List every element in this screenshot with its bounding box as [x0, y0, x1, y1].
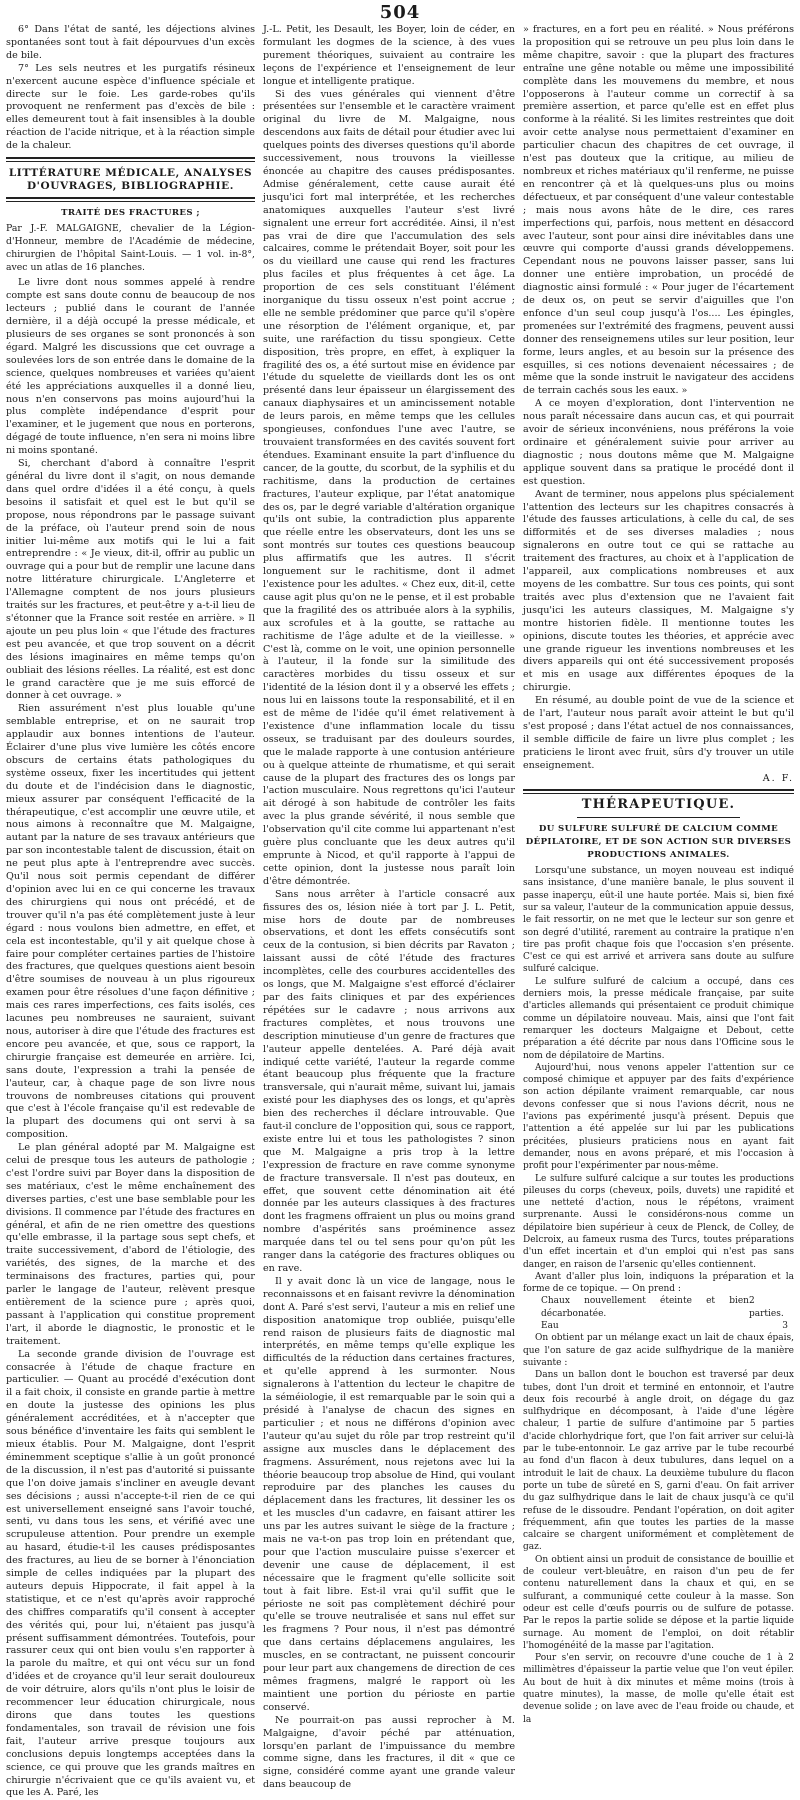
formula-quantity: 3	[782, 1321, 788, 1332]
formula-ingredient: Chaux nouvellement éteinte et bien décarbonatée.	[541, 1296, 749, 1319]
paragraph: Le livre dont nous sommes appelé à rendre compte est sans doute connu de beaucoup de nos lecteurs ; publié dans le courant de l'année dernière, il a déjà occupé la presse médicale, et plusieurs de ses organes se sont prononcés à son égard. Malgré les discussions que cet ouvrage a soulevées lors de son entrée dans le domaine de la science, quelques nombreuses et variées qu'aient été les appréciations auxquelles il a donné lieu, nous n'en conservons pas moins aujourd'hui la plus complète indépendance d'esprit pour l'examiner, et le jugement que nous en porterons, dégagé de toute influence, n'en sera ni moins libre ni moins spontané.	[6, 277, 255, 457]
section-rule-thin	[577, 817, 740, 818]
paragraph: La seconde grande division de l'ouvrage est consacrée à l'étude de chaque fracture en particulier. — Quant au procédé d'exécution dont il a fait choix, il consiste en grande partie à mettre en doute la justesse des opinions les plus généralement accréditées, et à n'accepter que sous bénéfice d'inventaire les faits qui semblent le mieux établis. Pour M. Malgaigne, dont l'esprit éminemment sceptique s'allie à un goût prononcé de la discussion, il n'est pas d'autorité si puissante que l'on doive jamais s'incliner en aveugle devant ses décisions ; aussi n'accepte-t-il rien de ce qui est universellement enseigné sans l'avoir touché, senti, vu dans tous les sens, et vérifié avec une scrupuleuse attention. Pour prendre un exemple au hasard, étudie-t-il les causes prédisposantes des fractures, au lieu de se borner à l'énonciation simple de celles indiquées par la plupart des auteurs depuis Hippocrate, il fait appel à la statistique, et ce n'est qu'après avoir rapproché des chiffres comparatifs qu'il consent à accepter des vérités qui, pour lui, n'étaient pas jusqu'à présent suffisamment démontrées. Toutefois, pour rassurer ceux qui ont bien voulu s'en rapporter à la parole du maître, et qui ont vécu sur un fond d'idées et de croyance qu'il leur serait douloureux de voir détruire, alors qu'ils n'ont plus le loisir de recommencer leur éducation chirurgicale, nous dirons que dans toutes les questions fondamentales, son travail de révision une fois fait, l'auteur arrive presque toujours aux conclusions depuis longtemps acceptées dans la science, ce qui prouve que les grands maîtres en chirurgie n'écrivaient que ce qu'ils avaient vu, et que les A. Paré, les	[6, 1348, 255, 1799]
paragraph: Avant de terminer, nous appelons plus spécialement l'attention des lecteurs sur les chapitres consacrés à l'étude des fausses articulations, à celle du cal, de ses difformités et de ses diverses maladies ; nous signalerons en outre tout ce qui se rattache au traitement des fractures, au choix et à l'application de l'appareil, aux complications nombreuses et aux moyens de les combattre. Sur tous ces points, qui sont traités avec plus d'extension que ne l'avaient fait jusqu'ici les auteurs classiques, M. Malgaigne s'y montre historien fidèle. Il mentionne toutes les opinions, discute toutes les théories, et apprécie avec une grande rigueur les inventions nombreuses et les divers appareils qui ont été successivement proposés et mis en usage aux différentes époques de la chirurgie.	[523, 488, 794, 694]
paragraph: Rien assurément n'est plus louable qu'une semblable entreprise, et on ne saurait trop applaudir aux bonnes intentions de l'auteur. Éclairer d'une plus vive lumière les côtés encore obscurs de certains états pathologiques du système osseux, fixer les incertitudes qui jettent du doute et de l'indécision dans le diagnostic, mieux assurer par conséquent l'efficacité de la thérapeutique, c'est accomplir une œuvre utile, et nous aimons à reconnaître que M. Malgaigne, autant par la nature de ses travaux antérieurs que par son incontestable talent de discussion, était on ne peut plus apte à l'entreprendre avec succès. Qu'il nous soit permis cependant de différer d'opinion avec lui en ce qui concerne les travaux des chirurgiens qui nous ont précédé, et de trouver qu'il n'a pas été complètement juste à leur égard : nous voulons bien admettre, en effet, et cela est incontestable, qu'il y ait quelque chose à faire pour compléter certaines parties de l'histoire des fractures, que quelques questions aient besoin d'être soumises de nouveau à un plus rigoureux examen pour être résolues d'une façon définitive ; mais ces rares imperfections, ces faits isolés, ces lacunes peu nombreuses ne sauraient, suivant nous, autoriser à dire que l'étude des fractures est encore peu avancée, et que, sous ce rapport, la chirurgie française est demeurée en arrière. Ici, sans doute, l'expression a trahi la pensée de l'auteur, car, à chaque page de son livre nous trouvons de nombreuses citations qui prouvent que c'est à l'école française qu'il est redevable de la plupart des documens qui ont servi à sa composition.	[6, 703, 255, 1141]
article-title: DU SULFURE SULFURÉ DE CALCIUM COMME DÉPILATOIRE, ET DE SON ACTION SUR DIVERSES PRODUCTIONS ANIMALES.	[525, 824, 792, 861]
page-number: 504	[379, 2, 421, 23]
article-signature: A. F.	[762, 772, 794, 784]
paragraph: » fractures, en a fort peu en réalité. » Nous préférons la proposition qui se retrouve un peu plus loin dans le même chapitre, savoir : que la plupart des fractures entraîne une gêne notable ou même une impossibilité complète dans les mouvemens du membre, et nous l'opposerons à l'auteur comme un correctif à sa première assertion, et parce qu'elle est en effet plus conforme à la réalité. Si les limites restreintes que doit avoir cette analyse nous permettaient d'examiner en particulier chacun des chapitres de cet ouvrage, il n'est pas douteux que la critique, au milieu de nombreux et riches matériaux qu'il renferme, ne puisse en rencontrer çà et là quelques-uns plus ou moins défectueux, et par conséquent d'une valeur contestable ; mais nous avons hâte de le dire, ces rares imperfections qui, parfois, nous mettent en désaccord avec l'auteur, sont pour ainsi dire inévitables dans une œuvre qui comporte d'aussi grands développemens. Cependant nous ne pouvons laisser passer, sans lui donner une entière improbation, un procédé de diagnostic ainsi formulé : « Pour juger de l'écartement de deux os, on peut se servir d'aiguilles que l'on enfonce d'un seul coup jusqu'à l'os.... Les épingles, promenées sur l'extrémité des fragmens, peuvent aussi donner des renseignemens utiles sur leur position, leur forme, leurs angles, et au besoin sur la présence des esquilles, si ces notions devenaient nécessaires ; de même que la sonde instruit le navigateur des accidens de terrain cachés sous les eaux. »	[523, 24, 794, 397]
column-middle	[263, 24, 515, 1791]
paragraph: On obtient par un mélange exact un lait de chaux épais, que l'on sature de gaz acide sulfhydrique de la manière suivante :	[523, 1333, 794, 1368]
formula-row	[523, 1295, 794, 1320]
section-heading-therapeutique: THÉRAPEUTIQUE.	[581, 797, 736, 813]
paragraph: En résumé, au double point de vue de la science et de l'art, l'auteur nous paraît avoir atteint le but qu'il s'est proposé ; dans l'état actuel de nos connaissances, il semble difficile de faire un livre plus complet ; les praticiens le liront avec fruit, sûrs d'y trouver un utile enseignement.	[523, 695, 794, 771]
paragraph: 6° Dans l'état de santé, les déjections alvines spontanées sont tout à fait dépourvues d'un excès de bile.	[6, 24, 255, 61]
paragraph: Ne pourrait-on pas aussi reprocher à M. Malgaigne, d'avoir péché par atténuation, lorsqu'en parlant de l'impuissance du membre comme signe, dans les fractures, il dit « que ce signe, considéré comme ayant une grande valeur dans beaucoup de	[263, 1714, 515, 1791]
paragraph: On obtient ainsi un produit de consistance de bouillie et de couleur vert-bleuâtre, en raison d'un peu de fer contenu naturellement dans la chaux et qui, en se sulfurant, a communiqué cette couleur à la masse. Son odeur est celle d'œufs pourris ou de sulfure de potasse. Par le repos la partie solide se dépose et la partie liquide surnage. Au moment de l'emploi, on doit rétablir l'homogénéité de la masse par l'agitation.	[523, 1554, 794, 1651]
paragraph: A ce moyen d'exploration, dont l'intervention ne nous paraît nécessaire dans aucun cas, et qui pourrait avoir de sérieux inconvéniens, nous préférons la voie ordinaire et généralement suivie pour arriver au diagnostic ; nous doutons même que M. Malgaigne applique souvent dans sa pratique le procédé dont il est question.	[523, 398, 794, 487]
paragraph: Aujourd'hui, nous venons appeler l'attention sur ce composé chimique et appuyer par des faits d'expérience son action dépilante vraiment remarquable, car nous devons confesser que si nous l'avions décrit, nous ne l'avions pas expérimenté jusqu'à présent. Depuis que l'attention a été appelée sur lui par les publications précitées, plusieurs praticiens nous en ayant fait demander, nous en avons préparé, et mis l'occasion à profit pour l'expérimenter par nous-même.	[523, 1062, 794, 1172]
section-rule	[6, 157, 255, 162]
section-heading-litterature: LITTÉRATURE MÉDICALE, ANALYSES D'OUVRAGES, BIBLIOGRAPHIE.	[8, 167, 253, 192]
article-title: TRAITÉ DES FRACTURES ;	[61, 207, 200, 218]
paragraph: Avant d'aller plus loin, indiquons la préparation et la forme de ce topique. — On prend :	[523, 1271, 794, 1295]
section-rule	[523, 789, 794, 794]
formula-row	[523, 1320, 794, 1332]
article-byline: Par J.-F. MALGAIGNE, chevalier de la Légion-d'Honneur, membre de l'Académie de médecine, chirurgien de l'hôpital Saint-Louis. — 1 vol. in-8°, avec un atlas de 16 planches.	[6, 222, 255, 273]
paragraph: 7° Les sels neutres et les purgatifs résineux n'exercent aucune espèce d'influence spéciale et directe sur le foie. Les garde-robes qu'ils provoquent ne renferment pas d'excès de bile : elles demeurent tout à fait insensibles à la double réaction de l'acide nitrique, et à la réaction simple de la chaleur.	[6, 62, 255, 152]
paragraph: Le sulfure sulfuré de calcium a occupé, dans ces derniers mois, la presse médicale française, par suite d'articles allemands qui présentaient ce produit chimique comme un dépilatoire nouveau. Mais, ainsi que l'ont fait remarquer les docteurs Malgaigne et Debout, cette préparation a été décrite par nous dans l'Officine sous le nom de dépilatoire de Martins.	[523, 976, 794, 1061]
paragraph: Si, cherchant d'abord à connaître l'esprit général du livre dont il s'agit, on nous demande dans quel ordre d'idées il a été conçu, à quels besoins il satisfait et quel est le but qu'il se propose, nous répondrons par le passage suivant de la préface, où l'auteur prend soin de nous initier lui-même aux motifs qui le lui a fait entreprendre : « Je vieux, dit-il, offrir au public un ouvrage qui a pour but de remplir une lacune dans notre littérature chirurgicale. L'Angleterre et l'Allemagne comptent de nos jours plusieurs traités sur les fractures, et peut-être y a-t-il lieu de s'étonner que la France soit restée en arrière. » Il ajoute un peu plus loin « que l'étude des fractures est peu avancée, et que trop souvent on a décrit des lésions imaginaires en même temps qu'on oubliait des lésions réelles. La réalité, est est donc le grand caractère que je me suis efforcé de donner à cet ouvrage. »	[6, 458, 255, 702]
therapy-article	[523, 865, 794, 1726]
paragraph: Le plan général adopté par M. Malgaigne est celui de presque tous les auteurs de pathologie ; c'est l'ordre suivi par Boyer dans la disposition de ses matériaux, c'est le même enchaînement des diverses parties, c'est une base semblable pour les divisions. Il commence par l'étude des fractures en général, et afin de ne rien omettre des questions qu'elle embrasse, il la partage sous sept chefs, et traite successivement, d'abord de l'étiologie, des variétés, des signes, de la marche et des terminaisons des fractures, parties qui, pour parler le langage de l'auteur, relèvent presque entièrement de la science pure ; après quoi, passant à l'application qui constitue proprement l'art, il aborde le diagnostic, le pronostic et le traitement.	[6, 1142, 255, 1347]
column-left	[6, 24, 255, 1799]
formula-ingredient: Eau	[541, 1321, 559, 1332]
paragraph: Pour s'en servir, on recouvre d'une couche de 1 à 2 millimètres d'épaisseur la partie velue que l'on veut épiler. Au bout de huit à dix minutes et même moins (trois à quatre minutes), la masse, de molle qu'elle était est devenue solide ; on lave avec de l'eau froide ou chaude, et la	[523, 1653, 794, 1725]
paragraph: J.-L. Petit, les Desault, les Boyer, loin de céder, en formulant les dogmes de la science, à des vues purement théoriques, suivaient au contraire les leçons de l'expérience et l'enseignement de leur longue et intelligente pratique.	[263, 24, 515, 87]
column-right	[523, 24, 794, 1725]
paragraph: Le sulfure sulfuré calcique a sur toutes les productions pileuses du corps (cheveux, poils, duvets) une rapidité et une netteté d'action, nous le répétons, vraiment surprenante. Aussi le considérons-nous comme un dépilatoire bien supérieur à ceux de Plenck, de Colley, de Delcroix, au fameux rusma des Turcs, toutes préparations d'un effet incertain et d'un emploi qui n'est pas sans danger, en raison de l'arsenic qu'elles contiennent.	[523, 1173, 794, 1270]
formula-quantity: 2 parties.	[748, 1296, 784, 1319]
section-rule	[6, 197, 255, 202]
paragraph: Sans nous arrêter à l'article consacré aux fissures des os, lésion niée à tort par J. L. Petit, mise hors de doute par de nombreuses observations, et dont les effets consécutifs sont ceux de la contusion, si bien décrits par Ravaton ; laissant aussi de côté l'étude des fractures incomplètes, celle des courbures accidentelles des os longs, que M. Malgaigne s'est efforcé d'éclairer par des faits cliniques et par des expériences répétées sur le cadavre ; nous arrivons aux fractures complètes, et nous trouvons une description minutieuse d'un genre de fractures que l'auteur appelle dentelées. A. Paré déjà avait indiqué cette variété, l'auteur la regarde comme étant beaucoup plus fréquente que la fracture transversale, qui n'aurait même, suivant lui, jamais existé pour les diaphyses des os longs, et qu'après bien des recherches il déclare introuvable. Que faut-il conclure de l'opposition qui, sous ce rapport, existe entre lui et tous les pathologistes ? sinon que M. Malgaigne a pris trop à la lettre l'expression de fracture en rave comme synonyme de fracture transversale. Il n'est pas douteux, en effet, que souvent cette dénomination ait été donnée par les auteurs classiques à des fractures dont les fragmens offraient un plus ou moins grand nombre d'aspérités sans proéminence assez marquée dans tel ou tel sens pour qu'on pût les ranger dans la catégorie des fractures obliques ou en rave.	[263, 888, 515, 1274]
paragraph: Si des vues générales qui viennent d'être présentées sur l'ensemble et le caractère vraiment original du livre de M. Malgaigne, nous descendons aux faits de détail pour étudier avec lui quelques points des diverses questions qu'il aborde successivement, nous trouvons la vieillesse énoncée au chapitre des causes prédisposantes. Admise généralement, cette cause aurait été jusqu'ici fort mal interprétée, et les recherches anatomiques auxquelles l'auteur s'est livré signalent une erreur fort accréditée. Ainsi, il n'est pas vrai de dire que l'accumulation des sels calcaires, comme le prétendait Boyer, soit pour les os du vieillard une cause qui rend les fractures plus faciles et plus fréquentes à cet âge. La proportion de ces sels constituant l'élément inorganique du tissu osseux n'est point accrue ; elle ne semble prédominer que parce qu'il s'opère une résorption de l'élément organique, et, par suite, une raréfaction du tissu spongieux. Cette disposition, très propre, en effet, à expliquer la fragilité des os, a été surtout mise en évidence par l'étude du squelette de vieillards dont les os ont présenté dans leur épaisseur un élargissement des canaux diaphysaires et un amincissement notable de leurs parois, en même temps que les cellules spongieuses, confondues l'une avec l'autre, se trouvaient transformées en des cavités souvent fort étendues. Examinant ensuite la part d'influence du cancer, de la goutte, du scorbut, de la syphilis et du rachitisme, dans la production de certaines fractures, l'auteur explique, par l'état anatomique des os, par le degré variable d'altération organique qu'ils ont subie, la contradiction plus apparente que réelle entre les observateurs, dont les uns se sont montrés sur toutes ces questions beaucoup plus affirmatifs que les autres. Il s'écrit longuement sur le rachitisme, dont il admet l'existence pour les adultes. « Chez eux, dit-il, cette cause agit plus qu'on ne le pense, et il est probable que la fragilité des os attribuée alors à la syphilis, aux scrofules et à la goutte, se rattache au rachitisme de l'âge adulte et de la vieillesse. » C'est là, comme on le voit, une opinion personnelle à l'auteur, il la fonde sur la similitude des caractères morbides du tissu osseux et sur l'identité de la lésion dont il y a observé les effets ; nous lui en laissons toute la responsabilité, et il en est de même de l'idée qu'il émet relativement à l'existence d'une inflammation locale du tissu osseux, se traduisant par des douleurs sourdes, que le malade rapporte à une contusion antérieure ou à quelque atteinte de rhumatisme, et qui serait cause de la plupart des fractures des os longs par l'action musculaire. Nous regrettons qu'ici l'auteur ait dérogé à son habitude de contrôler les faits avec la plus grande sévérité, il nous semble que l'observation qu'il cite comme lui appartenant n'est guère plus concluante que les deux autres qu'il emprunte à Nicod, et qu'il rapporte à l'appui de cette opinion, dont la justesse nous paraît loin d'être démontrée.	[263, 88, 515, 887]
paragraph: Il y avait donc là un vice de langage, nous le reconnaissons et en faisant revivre la dénomination dont A. Paré s'est servi, l'auteur a mis en relief une disposition anatomique trop oubliée, puisqu'elle rend raison de plusieurs faits de diagnostic mal interprétés, en même temps qu'elle explique les difficultés de la réduction dans certaines fractures, et qu'elle apprend à les surmonter. Nous signalerons à l'attention du lecteur le chapitre de la séméiologie, il est remarquable par le soin qui a présidé à l'analyse de chacun des signes en particulier ; et nous ne différons d'opinion avec l'auteur qu'au sujet du rôle par trop restreint qu'il assigne aux muscles dans le déplacement des fragmens. Assurément, nous rejetons avec lui la théorie beaucoup trop absolue de Hind, qui voulant reproduire par des planches les causes du déplacement dans les fractures, lit dessiner les os et les muscles d'un cadavre, en faisant attirer les uns par les autres suivant le siège de la fracture ; mais ne va-t-on pas trop loin en prétendant que, pour que l'action musculaire puisse s'exercer et devenir une cause de déplacement, il est nécessaire que le fragment qu'elle sollicite soit tout à fait libre. Est-il vrai qu'il suffit que le périoste ne soit pas complètement déchiré pour qu'elle se trouve neutralisée et sans nul effet sur les fragmens ? Pour nous, il n'est pas démontré que dans certains déplacemens angulaires, les muscles, en se contractant, ne puissent concourir pour leur part aux changemens de direction de ces mêmes fragmens, malgré le rapport où les maintient une portion du périoste en partie conservé.	[263, 1275, 515, 1713]
paragraph: Lorsqu'une substance, un moyen nouveau est indiqué sans insistance, d'une manière banale, le plus souvent il passe inaperçu, eût-il une haute portée. Mais si, bien fixé sur sa valeur, l'auteur de la communication appuie dessus, le fait ressortir, on ne met que le lecteur sur son genre et son degré d'utilité, rarement au contraire la pratique n'en tire pas profit chaque fois que l'occasion s'en présente. C'est ce qui est arrivé et arrivera sans doute au sulfure sulfuré calcique.	[523, 866, 794, 975]
paragraph: Dans un ballon dont le bouchon est traversé par deux tubes, dont l'un droit et terminé en entonnoir, et l'autre deux fois recourbé à angle droit, on dégage du gaz sulfhydrique en décomposant, à l'aide d'une légère chaleur, 1 partie de sulfure d'antimoine par 5 parties d'acide chlorhydrique fort, que l'on fait arriver sur celui-là par le tube-entonnoir. Le gaz arrive par le tube recourbé au fond d'un flacon à deux tubulures, dans lequel on a introduit le lait de chaux. La deuxième tubulure du flacon porte un tube de sûreté en S, garni d'eau. On fait arriver du gaz sulfhydrique dans le lait de chaux jusqu'à ce qu'il refuse de le dissoudre. Pendant l'opération, on doit agiter fréquemment, afin que toutes les parties de la masse calcaire se chargent uniformément et complètement de gaz.	[523, 1370, 794, 1553]
